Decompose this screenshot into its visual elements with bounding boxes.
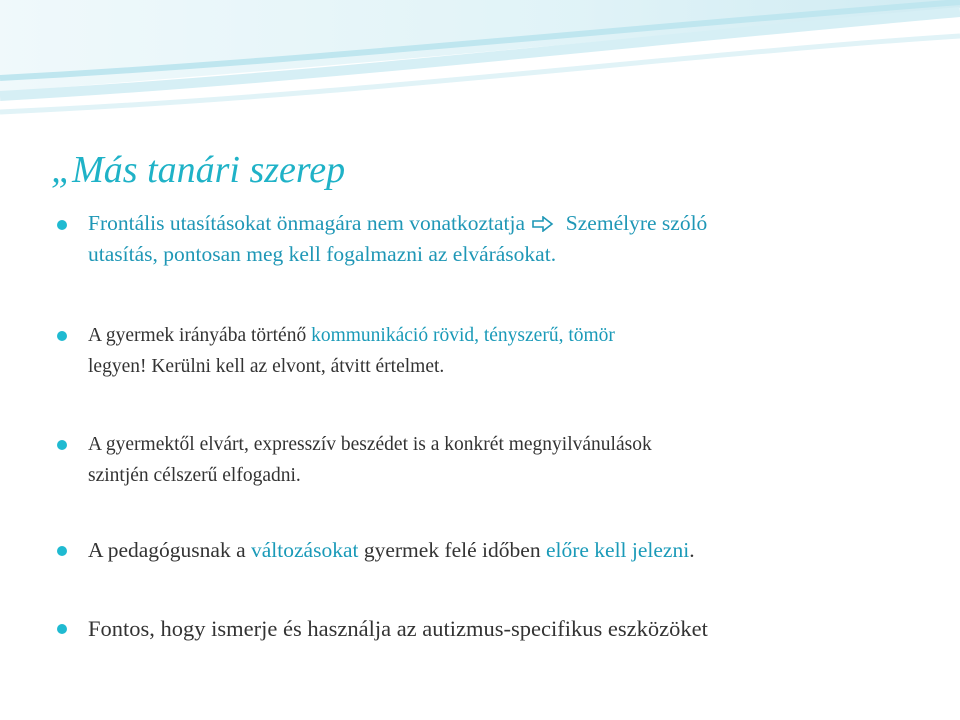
bullet-text: Személyre szóló [565, 211, 708, 235]
bullet-item [88, 429, 918, 491]
bullet-text: . [689, 538, 695, 562]
bullet-text: A pedagógusnak a [88, 538, 252, 562]
bullet-item [88, 320, 918, 382]
bullet-dot-icon [57, 220, 67, 230]
bullet-text: Fontos, hogy ismerje és használja az autizmus-specifikus eszközöket [88, 616, 708, 641]
bullet-dot-icon [57, 624, 67, 634]
bullet-text: A gyermek irányába történő [88, 325, 312, 346]
bullet-text: utasítás, pontosan meg kell fogalmazni az elvárásokat. [88, 242, 557, 266]
bullet-accent-text: kommunikáció rövid, tényszerű, tömör [311, 325, 615, 346]
bullet-accent-text: előre kell jelezni [545, 538, 690, 562]
bullet-text: gyermek felé időben [358, 538, 546, 562]
bullet-item [88, 208, 918, 270]
bullet-dot-icon [57, 546, 67, 556]
bullet-dot-icon [57, 440, 67, 450]
bullet-accent-text: változásokat [251, 538, 359, 562]
bullet-item [88, 613, 918, 644]
bullet-text: szintjén célszerű elfogadni. [88, 465, 301, 486]
bullet-text: legyen! Kerülni kell az elvont, átvitt értelmet. [88, 356, 445, 377]
bullet-text: Frontális utasításokat önmagára nem vonatkoztatja [88, 211, 526, 235]
bullet-text: A gyermektől elvárt, expresszív beszédet is a konkrét megnyilvánulások [88, 434, 652, 455]
hollow-right-arrow-icon [532, 216, 554, 232]
slide-title: „Más tanári szerep [51, 149, 346, 191]
bullet-item [88, 535, 918, 566]
bullet-dot-icon [57, 331, 67, 341]
